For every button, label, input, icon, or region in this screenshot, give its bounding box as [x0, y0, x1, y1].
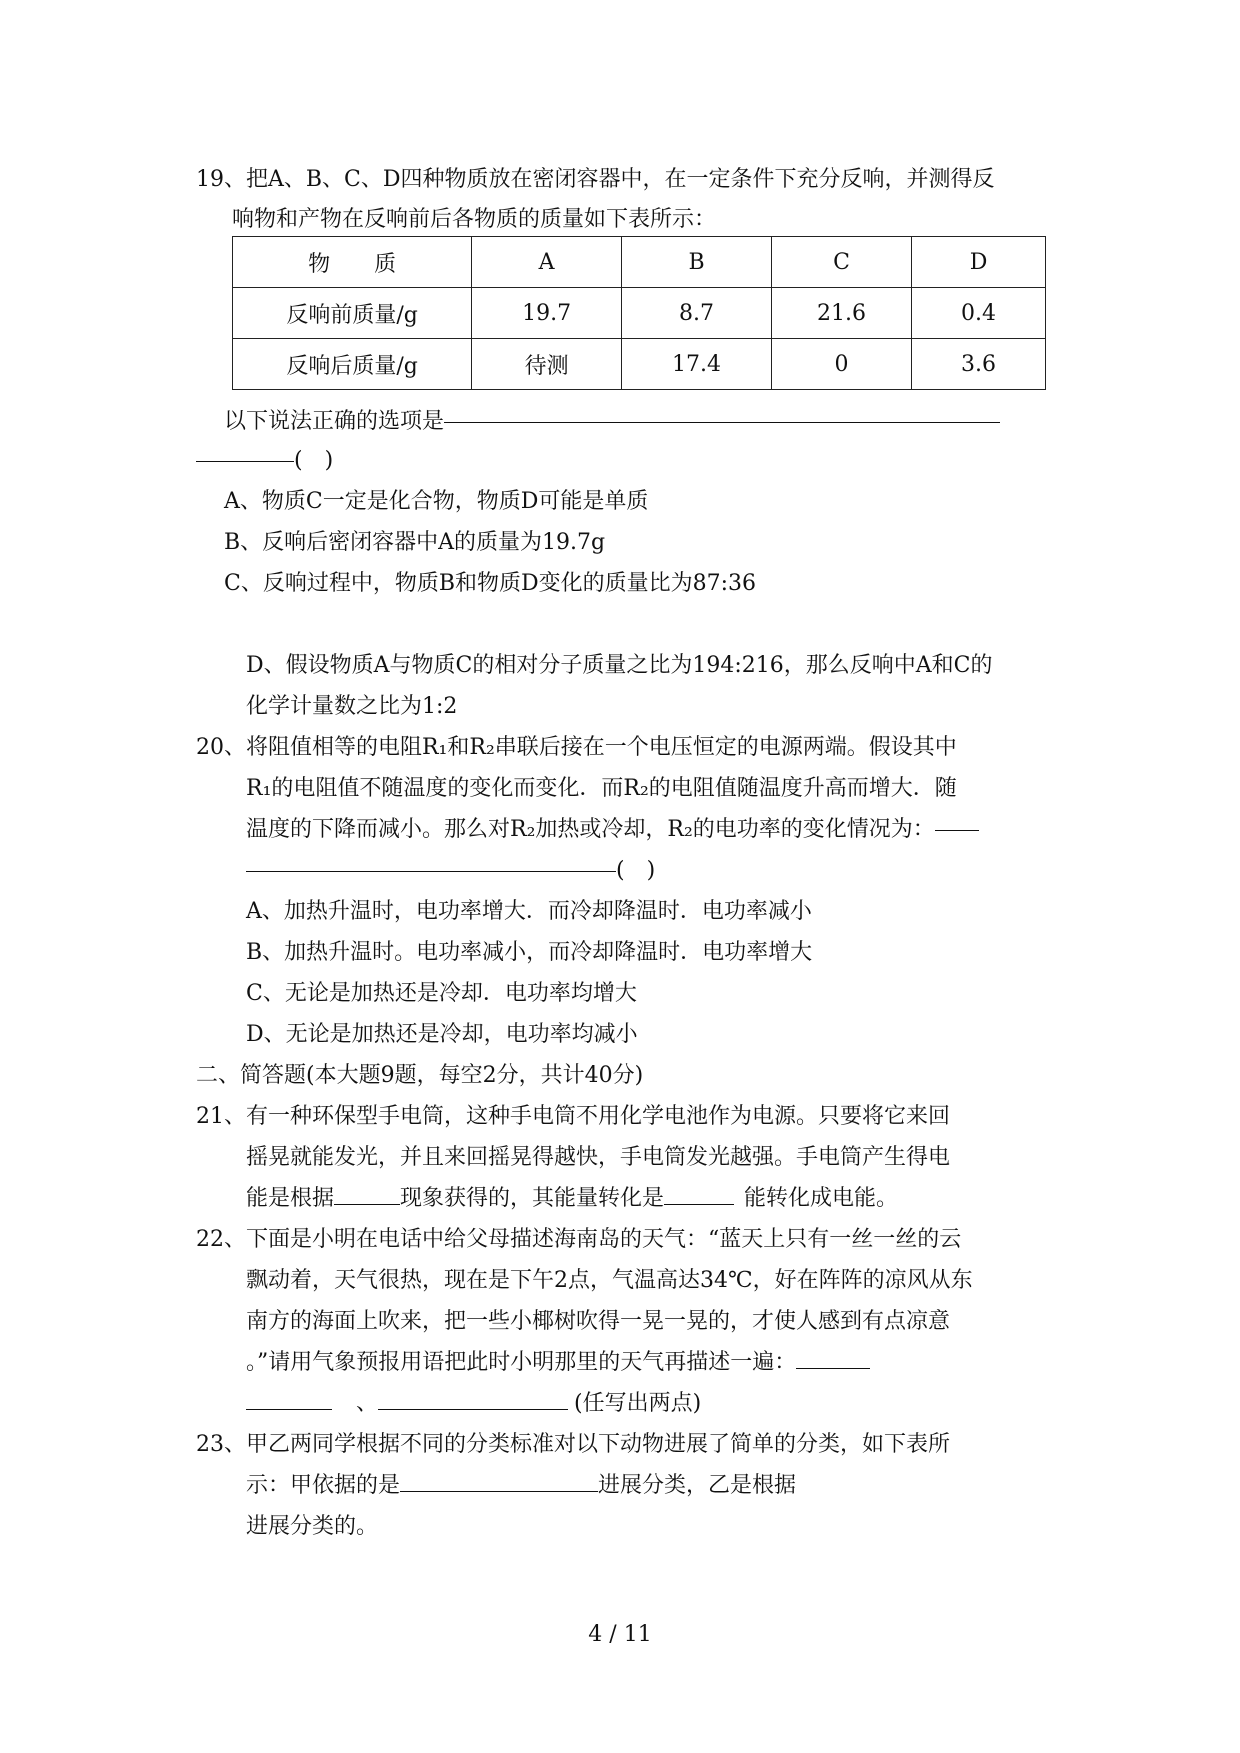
q20-option-b: B、加热升温时。电功率减小，而冷却降温时．电功率增大 — [246, 940, 813, 965]
q19-option-d-line-1: D、假设物质A与物质C的相对分子质量之比为194:216，那么反响中A和C的 — [246, 653, 993, 678]
q23-line-1: 23、甲乙两同学根据不同的分类标准对以下动物进展了简单的分类，如下表所 — [196, 1432, 950, 1457]
q22-text: 。”请用气象预报用语把此时小明那里的天气再描述一遍： — [246, 1350, 797, 1375]
table-cell: 19.7 — [472, 288, 622, 339]
q20-option-d: D、无论是加热还是冷却，电功率均减小 — [246, 1022, 638, 1047]
q22-line-3: 南方的海面上吹来，把一些小椰树吹得一晃一晃的，才使人感到有点凉意 — [246, 1309, 951, 1334]
table-cell: 8.7 — [622, 288, 772, 339]
q22-hint: (任写出两点) — [574, 1391, 702, 1416]
q19-option-a: A、物质C一定是化合物，物质D可能是单质 — [224, 489, 649, 514]
table-cell: 17.4 — [622, 339, 772, 390]
q22-line-4 — [246, 1348, 870, 1378]
q19-answer-paren: ( ) — [294, 448, 334, 473]
table-cell: 0 — [771, 339, 911, 390]
q19-mass-table — [232, 236, 1046, 390]
answer-rule — [935, 830, 979, 831]
q19-option-c: C、反响过程中，物质B和物质D变化的质量比为87:36 — [224, 571, 757, 596]
q21-text: 能转化成电能。 — [744, 1186, 899, 1211]
q21-line-3 — [246, 1184, 898, 1214]
table-header-row — [233, 237, 1046, 288]
table-cell: 21.6 — [771, 288, 911, 339]
q20-option-a: A、加热升温时，电功率增大．而冷却降温时．电功率减小 — [246, 899, 812, 924]
answer-blank[interactable] — [664, 1186, 734, 1205]
table-header-cell: D — [912, 237, 1046, 288]
q23-text: 示：甲依据的是 — [246, 1473, 401, 1498]
table-header-cell: A — [472, 237, 622, 288]
answer-rule — [196, 461, 294, 462]
q23-line-2 — [246, 1471, 796, 1501]
table-row — [233, 339, 1046, 390]
q19-option-b: B、反响后密闭容器中A的质量为19.7g — [224, 530, 606, 555]
q20-stem-line-2: R₁的电阻值不随温度的变化而变化．而R₂的电阻值随温度升高而增大．随 — [246, 776, 957, 801]
q20-answer-paren: ( ) — [616, 858, 656, 883]
q21-line-1: 21、有一种环保型手电筒，这种手电筒不用化学电池作为电源。只要将它来回 — [196, 1104, 950, 1129]
q20-option-c: C、无论是加热还是冷却．电功率均增大 — [246, 981, 637, 1006]
page-number: 4 / 11 — [588, 1622, 652, 1647]
q22-separator: 、 — [356, 1391, 379, 1416]
answer-blank[interactable] — [334, 1186, 400, 1205]
table-cell: 反响后质量/g — [233, 339, 472, 390]
q22-line-1: 22、下面是小明在电话中给父母描述海南岛的天气：“蓝天上只有一丝一丝的云 — [196, 1227, 962, 1252]
answer-blank[interactable] — [246, 1391, 332, 1410]
table-header-cell: 物 质 — [233, 237, 472, 288]
q22-line-5 — [246, 1389, 701, 1419]
q21-text: 能是根据 — [246, 1186, 335, 1211]
answer-rule — [246, 871, 616, 872]
q19-option-d-line-2: 化学计量数之比为1:2 — [246, 694, 458, 719]
q21-line-2: 摇晃就能发光，并且来回摇晃得越快，手电筒发光越强。手电筒产生得电 — [246, 1145, 951, 1170]
q20-stem-line-3 — [246, 815, 979, 845]
q20-answer-line — [246, 856, 655, 886]
q19-stem-line-1: 19、把A、B、C、D四种物质放在密闭容器中，在一定条件下充分反响，并测得反 — [196, 167, 995, 192]
answer-rule — [444, 422, 1000, 423]
q23-text: 进展分类，乙是根据 — [598, 1473, 797, 1498]
table-header-cell: B — [622, 237, 772, 288]
table-row — [233, 288, 1046, 339]
table-header-cell: C — [771, 237, 911, 288]
q23-line-3: 进展分类的。 — [246, 1514, 379, 1539]
q21-text: 现象获得的，其能量转化是 — [400, 1186, 665, 1211]
table-cell: 0.4 — [912, 288, 1046, 339]
section-heading: 二、简答题(本大题9题，每空2分，共计40分) — [196, 1063, 644, 1088]
answer-blank[interactable] — [400, 1473, 598, 1492]
q20-stem-text: 温度的下降而减小。那么对R₂加热或冷却，R₂的电功率的变化情况为： — [246, 817, 935, 842]
q19-prompt-line — [224, 407, 1000, 437]
table-cell: 反响前质量/g — [233, 288, 472, 339]
table-cell: 3.6 — [912, 339, 1046, 390]
table-cell: 待测 — [472, 339, 622, 390]
q19-stem-line-2: 响物和产物在反响前后各物质的质量如下表所示： — [232, 207, 717, 232]
answer-blank[interactable] — [796, 1350, 870, 1369]
q20-stem-line-1: 20、将阻值相等的电阻R₁和R₂串联后接在一个电压恒定的电源两端。假设其中 — [196, 735, 957, 760]
answer-blank[interactable] — [378, 1391, 568, 1410]
q19-prompt: 以下说法正确的选项是 — [224, 409, 445, 434]
q22-line-2: 飘动着，天气很热，现在是下午2点，气温高达34℃，好在阵阵的凉风从东 — [246, 1268, 973, 1293]
q19-answer-line — [196, 446, 333, 476]
